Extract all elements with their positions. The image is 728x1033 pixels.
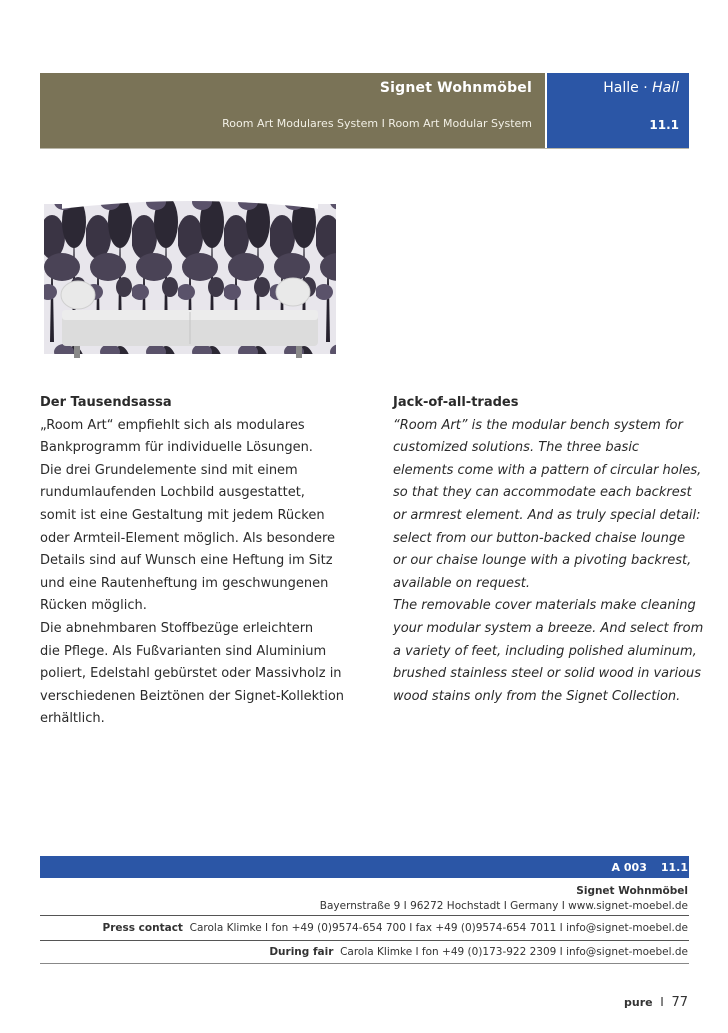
- english-line: The removable cover materials make cleaning: [393, 598, 696, 614]
- english-line: select from our button-backed chaise lounge: [393, 530, 686, 546]
- footer-rule: [40, 940, 689, 941]
- english-line: your modular system a breeze. And select from: [393, 620, 704, 636]
- footer-rule: [40, 915, 689, 916]
- english-line: or our chaise lounge with a pivoting backrest,: [393, 553, 692, 569]
- english-line: or armrest element. And as truly special detail:: [393, 507, 701, 523]
- english-line: so that they can accommodate each backrest: [393, 485, 692, 501]
- english-text-column: [393, 392, 704, 708]
- english-line: elements come with a pattern of circular holes,: [393, 462, 702, 478]
- english-line: customized solutions. The three basic: [393, 440, 640, 456]
- page-separator: I: [660, 995, 664, 1009]
- german-line: somit ist eine Gestaltung mit jedem Rücken: [40, 507, 325, 523]
- german-line: Die drei Grundelemente sind mit einem: [40, 462, 298, 478]
- german-line: Rücken möglich.: [40, 598, 147, 614]
- product-subtitle: Room Art Modulares System I Room Art Modular System: [222, 117, 532, 130]
- german-line: die Pflege. Als Fußvarianten sind Aluminium: [40, 643, 327, 659]
- english-line: available on request.: [393, 575, 530, 591]
- page-footer: [624, 995, 688, 1010]
- english-line: a variety of feet, including polished aluminum,: [393, 643, 697, 659]
- footer-address: Bayernstraße 9 I 96272 Hochstadt I Germany I www.signet-moebel.de: [319, 900, 688, 912]
- german-line: verschiedenen Beiztönen der Signet-Kollektion: [40, 688, 345, 704]
- press-contact: [103, 922, 688, 934]
- hall-number: 11.1: [649, 118, 679, 132]
- german-line: erhältlich.: [40, 711, 105, 727]
- page-number: 77: [671, 995, 688, 1010]
- footer-brand: Signet Wohnmöbel: [576, 885, 688, 897]
- fair-contact: [269, 946, 688, 958]
- english-line: wood stains only from the Signet Collection.: [393, 688, 681, 704]
- german-line: Die abnehmbaren Stoffbezüge erleichtern: [40, 620, 314, 636]
- german-line: „Room Art“ empfiehlt sich als modulares: [40, 417, 305, 433]
- german-line: rundumlaufenden Lochbild ausgestattet,: [40, 485, 305, 501]
- english-heading: Jack-of-all-trades: [393, 395, 519, 410]
- german-text-column: [40, 392, 380, 731]
- product-image: [40, 192, 340, 370]
- footer-band: [40, 856, 689, 878]
- press-contact-details: Carola Klimke I fon +49 (0)9574-654 700 I fax +49 (0)9574-654 7011 I info@signet-moebel.de: [189, 922, 688, 934]
- english-line: brushed stainless steel or solid wood in various: [393, 666, 702, 682]
- hall-label-en: Hall: [652, 80, 679, 96]
- header-rule: [40, 148, 689, 149]
- press-contact-label: Press contact: [102, 922, 183, 934]
- fair-contact-label: During fair: [269, 946, 334, 958]
- german-line: Bankprogramm für individuelle Lösungen.: [40, 440, 313, 456]
- footer-hall-number: 11.1: [660, 861, 688, 874]
- german-line: und eine Rautenheftung im geschwungenen: [40, 575, 329, 591]
- german-line: oder Armteil-Element möglich. Als besondere: [40, 530, 335, 546]
- brand-title: Signet Wohnmöbel: [379, 80, 532, 96]
- footer-rule: [40, 963, 689, 964]
- hall-label: [603, 80, 679, 96]
- german-line: Details sind auf Wunsch eine Heftung im Sitz: [40, 553, 333, 569]
- hall-label-de: Halle ·: [603, 80, 653, 96]
- german-heading: Der Tausendsassa: [40, 395, 172, 410]
- fair-contact-details: Carola Klimke I fon +49 (0)173-922 2309 I info@signet-moebel.de: [340, 946, 688, 958]
- stand-number: A 003: [611, 861, 647, 874]
- german-line: poliert, Edelstahl gebürstet oder Massivholz in: [40, 666, 342, 682]
- magazine-name: pure: [624, 996, 653, 1009]
- stand-code: [612, 861, 688, 874]
- english-line: “Room Art” is the modular bench system for: [393, 417, 683, 433]
